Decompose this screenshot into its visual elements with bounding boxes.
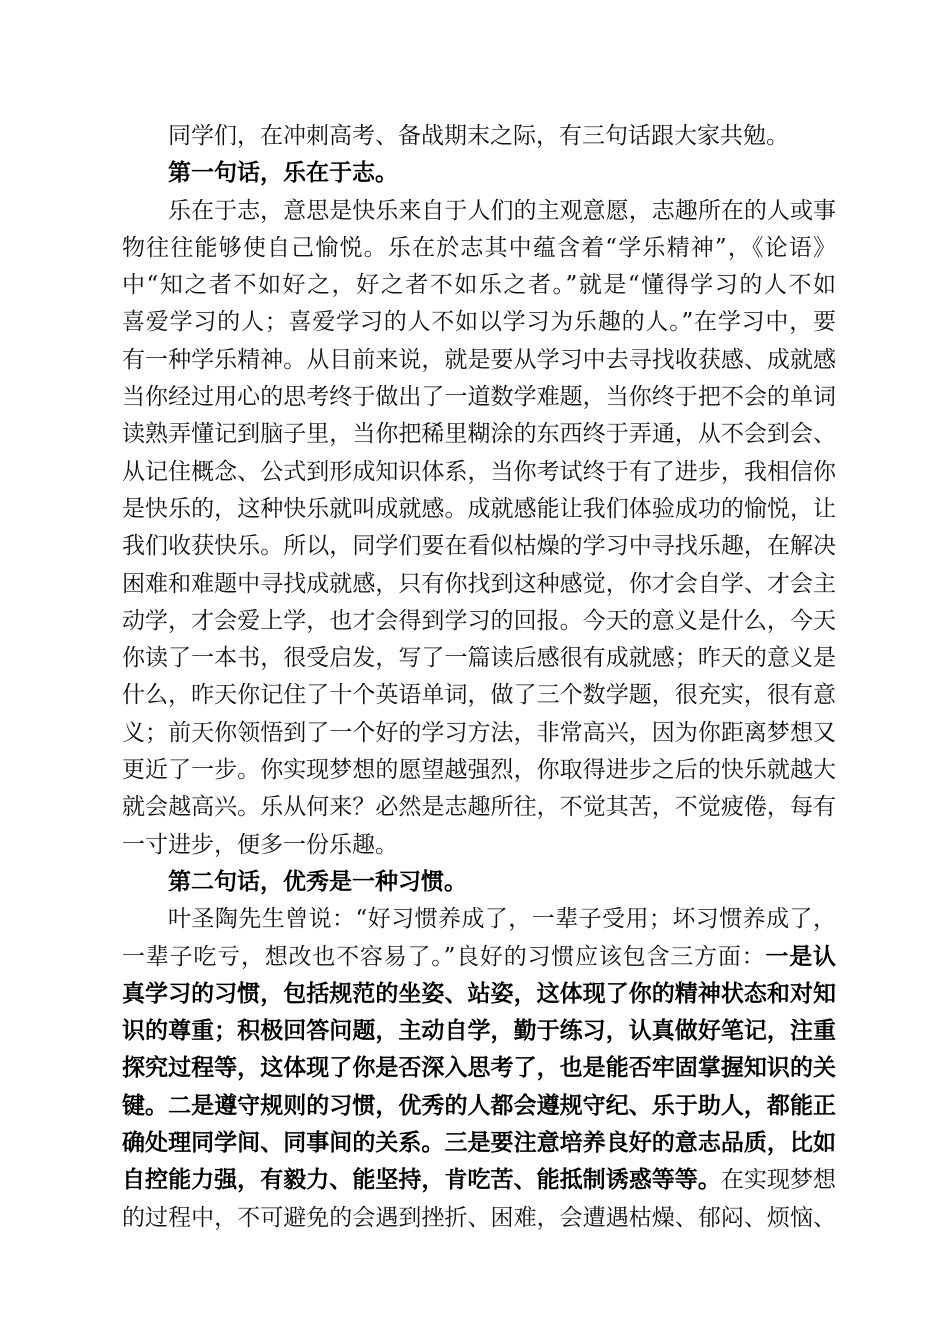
text-segment: 困难和难题中寻找成就感，只有你找到这种感觉，你才会自学、才会主 [122, 570, 836, 597]
text-line [122, 267, 836, 304]
text-line [122, 230, 836, 267]
text-segment: 一辈子吃亏，想改也不容易了。”良好的习惯应该包含三方面： [122, 943, 766, 970]
text-line [122, 976, 836, 1013]
text-line [122, 155, 836, 192]
bold-text-segment: 自控能力强，有毅力、能坚持，肯吃苦、能抵制诱惑等等。 [122, 1167, 721, 1194]
bold-text-segment: 键。二是遵守规则的习惯，优秀的人都会遵规守纪、乐于助人，都能正 [122, 1092, 836, 1119]
bold-text-segment: 探究过程等，这体现了你是否深入思考了，也是能否牢固掌握知识的关 [122, 1055, 836, 1082]
text-segment: 是快乐的，这种快乐就叫成就感。成就感能让我们体验成功的愉悦，让 [122, 495, 836, 522]
text-line [122, 640, 836, 677]
text-line [122, 1162, 836, 1199]
text-line [122, 827, 836, 864]
bold-text-segment: 第一句话，乐在于志。 [168, 160, 398, 187]
text-segment: 从记住概念、公式到形成知识体系，当你考试终于有了进步，我相信你 [122, 458, 836, 485]
text-segment: 什么，昨天你记住了十个英语单词，做了三个数学题，很充实，很有意 [122, 682, 836, 709]
bold-text-segment: 第二句话，优秀是一种习惯。 [168, 868, 467, 895]
text-segment: 就会越高兴。乐从何来？必然是志趣所往，不觉其苦，不觉疲倦，每有 [122, 794, 836, 821]
text-segment: 的过程中，不可避免的会遇到挫折、困难，会遭遇枯燥、郁闷、烦恼、 [122, 1204, 836, 1231]
text-line [122, 528, 836, 565]
text-line [122, 789, 836, 826]
text-segment: 喜爱学习的人；喜爱学习的人不如以学习为乐趣的人。”在学习中，要 [122, 309, 836, 336]
text-line [122, 864, 836, 901]
text-segment: 在实现梦想 [720, 1167, 837, 1194]
text-line [122, 491, 836, 528]
text-segment: 义；前天你领悟到了一个好的学习方法，非常高兴，因为你距离梦想又 [122, 719, 836, 746]
text-segment: 动学，才会爱上学，也才会得到学习的回报。今天的意义是什么，今天 [122, 607, 836, 634]
text-segment: 同学们，在冲刺高考、备战期末之际，有三句话跟大家共勉。 [168, 123, 789, 149]
bold-text-segment: 一是认 [765, 943, 837, 970]
text-line [122, 1088, 836, 1125]
text-segment: 当你经过用心的思考终于做出了一道数学难题，当你终于把不会的单词 [122, 384, 836, 411]
text-line [122, 118, 836, 155]
text-segment: 更近了一步。你实现梦想的愿望越强烈，你取得进步之后的快乐就越大 [122, 757, 836, 784]
text-segment: 一寸进步，便多一份乐趣。 [122, 831, 398, 858]
text-line [122, 1050, 836, 1087]
text-line [122, 603, 836, 640]
text-segment: 叶圣陶先生曾说：“好习惯养成了，一辈子受用；坏习惯养成了， [168, 906, 836, 933]
text-segment: 有一种学乐精神。从目前来说，就是要从学习中去寻找收获感、成就感 [122, 346, 836, 373]
text-line [122, 342, 836, 379]
text-segment: 中“知之者不如好之，好之者不如乐之者。”就是“懂得学习的人不如 [122, 272, 836, 299]
text-segment: 读熟弄懂记到脑子里，当你把稀里糊涂的东西终于弄通，从不会到会、 [122, 421, 836, 448]
text-line [122, 1125, 836, 1162]
text-line [122, 379, 836, 416]
text-line [122, 752, 836, 789]
text-line [122, 677, 836, 714]
text-line [122, 566, 836, 603]
text-line [122, 193, 836, 230]
text-segment: 我们收获快乐。所以，同学们要在看似枯燥的学习中寻找乐趣，在解决 [122, 533, 836, 560]
text-line [122, 939, 836, 976]
text-segment: 乐在于志，意思是快乐来自于人们的主观意愿，志趣所在的人或事 [168, 197, 836, 224]
text-line [122, 1013, 836, 1050]
bold-text-segment: 识的尊重；积极回答问题，主动自学，勤于练习，认真做好笔记，注重 [122, 1018, 836, 1045]
text-line [122, 901, 836, 938]
text-line [122, 454, 836, 491]
text-segment: 物往往能够使自己愉悦。乐在於志其中蕴含着“学乐精神”，《论语》 [122, 234, 836, 261]
bold-text-segment: 真学习的习惯，包括规范的坐姿、站姿，这体现了你的精神状态和对知 [122, 980, 836, 1007]
text-line [122, 304, 836, 341]
text-segment: 你读了一本书，很受启发，写了一篇读后感很有成就感；昨天的意义是 [122, 645, 836, 672]
text-line [122, 1200, 836, 1237]
bold-text-segment: 确处理同学间、同事间的关系。三是要注意培养良好的意志品质，比如 [122, 1130, 836, 1157]
text-line [122, 416, 836, 453]
text-line [122, 715, 836, 752]
document-body [122, 118, 836, 1237]
